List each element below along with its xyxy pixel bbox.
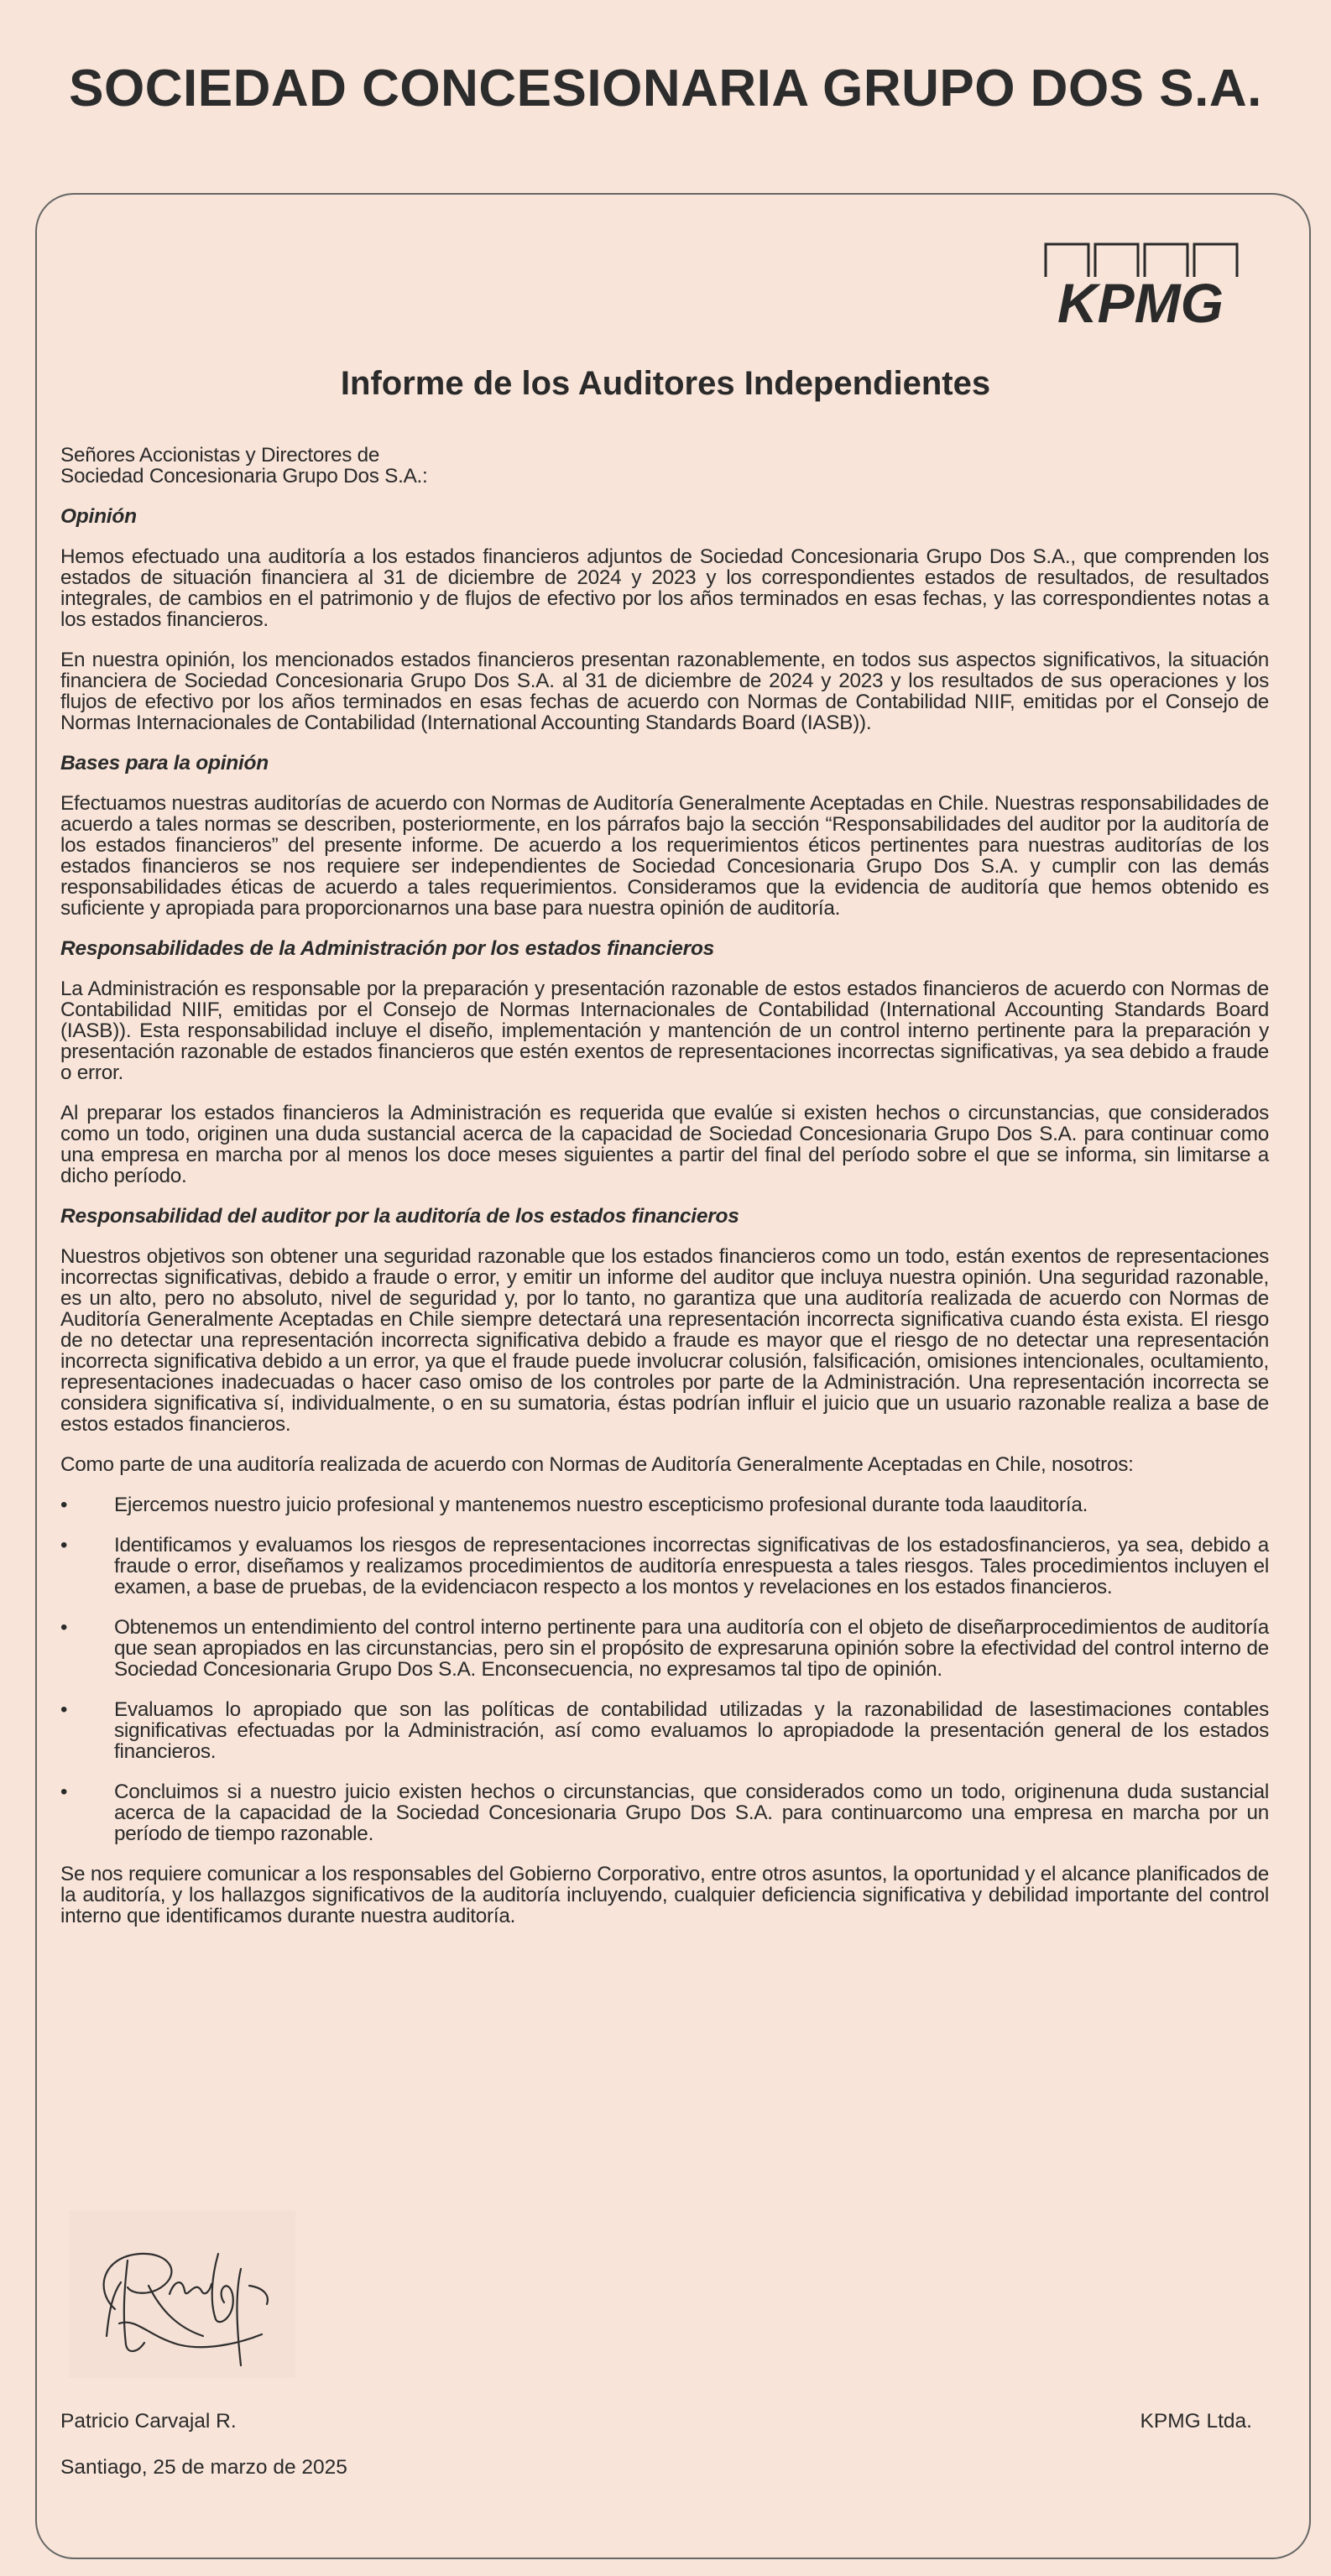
auditor-procedures-list	[60, 1494, 1269, 1844]
paragraph: Efectuamos nuestras auditorías de acuerdo con Normas de Auditoría Generalmente Aceptadas en Chile. Nuestras responsabilidades de acuerdo a tales normas se describen, posteriormente, en los párrafos bajo la sección “Responsabilidades del auditor por la auditoría de los estados financieros” del presente informe. De acuerdo a los requerimientos éticos pertinentes para nuestras auditorías de los estados financieros se nos requiere ser independientes de Sociedad Concesionaria Grupo Dos S.A. y cumplir con las demás responsabilidades éticas de acuerdo a tales requerimientos. Consideramos que la evidencia de auditoría que hemos obtenido es suficiente y apropiada para proporcionarnos una base para nuestra opinión de auditoría.	[60, 792, 1269, 920]
paragraph: En nuestra opinión, los mencionados estados financieros presentan razonablemente, en todos sus aspectos significativos, la situación financiera de Sociedad Concesionaria Grupo Dos S.A. al 31 de diciembre de 2024 y 2023 y los resultados de sus operaciones y los flujos de efectivo por los años terminados en esas fechas de acuerdo con Normas de Contabilidad NIIF, emitidas por el Consejo de Normas Internacionales de Contabilidad (International Accounting Standards Board (IASB)).	[60, 649, 1269, 734]
list-item: • Evaluamos lo apropiado que son las políticas de contabilidad utilizadas y la razonabilidad de lasestimaciones contables significativas efectuadas por la Administración, así como evaluamos lo apropiadode la presentación general de los estados financieros.	[60, 1699, 1269, 1762]
report-body	[60, 445, 1269, 1946]
kpmg-logo-text: KPMG	[1057, 272, 1224, 329]
list-item: • Ejercemos nuestro juicio profesional y mantenemos nuestro escepticismo profesional durante toda laauditoría.	[60, 1494, 1269, 1515]
salutation	[60, 445, 1269, 487]
paragraph: Al preparar los estados financieros la Administración es requerida que evalúe si existen hechos o circunstancias, que considerados como un todo, originen una duda sustancial acerca de la capacidad de Sociedad Concesionaria Grupo Dos S.A. para continuar como una empresa en marcha por al menos los doce meses siguientes a partir del final del período sobre el que se informa, sin limitarse a dicho período.	[60, 1102, 1269, 1187]
paragraph: Como parte de una auditoría realizada de acuerdo con Normas de Auditoría Generalmente Aceptadas en Chile, nosotros:	[60, 1453, 1134, 1476]
signature-image	[69, 2210, 295, 2378]
company-title: SOCIEDAD CONCESIONARIA GRUPO DOS S.A.	[69, 60, 1262, 117]
section-heading-opinion: Opinión	[60, 505, 137, 528]
report-title: Informe de los Auditores Independientes	[340, 365, 991, 402]
signer-name: Patricio Carvajal R.	[60, 2410, 237, 2433]
section-heading-auditor: Responsabilidad del auditor por la auditoría de los estados financieros	[60, 1205, 739, 1228]
kpmg-logo	[1039, 242, 1243, 329]
firm-name: KPMG Ltda.	[1140, 2410, 1252, 2433]
salutation-line: Señores Accionistas y Directores de	[60, 444, 380, 467]
place-date: Santiago, 25 de marzo de 2025	[60, 2456, 347, 2479]
paragraph: Se nos requiere comunicar a los responsables del Gobierno Corporativo, entre otros asuntos, la oportunidad y el alcance planificados de la auditoría, y los hallazgos significativos de la auditoría incluyendo, cualquier deficiencia significativa y debilidad importante del control interno que identificamos durante nuestra auditoría.	[60, 1863, 1269, 1927]
list-item: • Identificamos y evaluamos los riesgos de representaciones incorrectas significativas de los estadosfinancieros, ya sea, debido a fraude o error, diseñamos y realizamos procedimientos de auditoría enrespuesta a tales riesgos. Tales procedimientos incluyen el examen, a base de pruebas, de la evidenciacon respecto a los montos y revelaciones en los estados financieros.	[60, 1535, 1269, 1598]
list-item: • Obtenemos un entendimiento del control interno pertinente para una auditoría con el objeto de diseñarprocedimientos de auditoría que sean apropiados en las circunstancias, pero sin el propósito de expresaruna opinión sobre la efectividad del control interno de Sociedad Concesionaria Grupo Dos S.A. Enconsecuencia, no expresamos tal tipo de opinión.	[60, 1617, 1269, 1680]
paragraph: Hemos efectuado una auditoría a los estados financieros adjuntos de Sociedad Concesionaria Grupo Dos S.A., que comprenden los estados de situación financiera al 31 de diciembre de 2024 y 2023 y los correspondientes estados de resultados, de resultados integrales, de cambios en el patrimonio y de flujos de efectivo por los años terminados en esas fechas, y las correspondientes notas a los estados financieros.	[60, 545, 1269, 631]
salutation-line: Sociedad Concesionaria Grupo Dos S.A.:	[60, 465, 428, 488]
section-heading-management: Responsabilidades de la Administración por los estados financieros	[60, 937, 715, 960]
list-item: • Concluimos si a nuestro juicio existen hechos o circunstancias, que considerados como un todo, originenuna duda sustancial acerca de la capacidad de la Sociedad Concesionaria Grupo Dos S.A. para continuarcomo una empresa en marcha por un período de tiempo razonable.	[60, 1781, 1269, 1844]
paragraph: Nuestros objetivos son obtener una seguridad razonable que los estados financieros como un todo, están exentos de representaciones incorrectas significativas, debido a fraude o error, y emitir un informe del auditor que incluya nuestra opinión. Una seguridad razonable, es un alto, pero no absoluto, nivel de seguridad y, por lo tanto, no garantiza que una auditoría realizada de acuerdo con Normas de Auditoría Generalmente Aceptadas en Chile siempre detectará una representación incorrecta significativa cuando ésta exista. El riesgo de no detectar una representación incorrecta significativa debido a fraude es mayor que el riesgo de no detectar una representación incorrecta significativa debido a un error, ya que el fraude puede involucrar colusión, falsificación, omisiones intencionales, ocultamiento, representaciones inadecuadas o hacer caso omiso de los controles por parte de la Administración. Una representación incorrecta se considera significativa sí, individualmente, o en su sumatoria, éstas podrían influir el juicio que un usuario razonable realiza a base de estos estados financieros.	[60, 1245, 1269, 1436]
paragraph: La Administración es responsable por la preparación y presentación razonable de estos estados financieros de acuerdo con Normas de Contabilidad NIIF, emitidas por el Consejo de Normas Internacionales de Contabilidad (International Accounting Standards Board (IASB)). Esta responsabilidad incluye el diseño, implementación y mantención de un control interno pertinente para la preparación y presentación razonable de estados financieros que estén exentos de representaciones incorrectas significativas, ya sea debido a fraude o error.	[60, 978, 1269, 1084]
section-heading-bases: Bases para la opinión	[60, 752, 269, 774]
